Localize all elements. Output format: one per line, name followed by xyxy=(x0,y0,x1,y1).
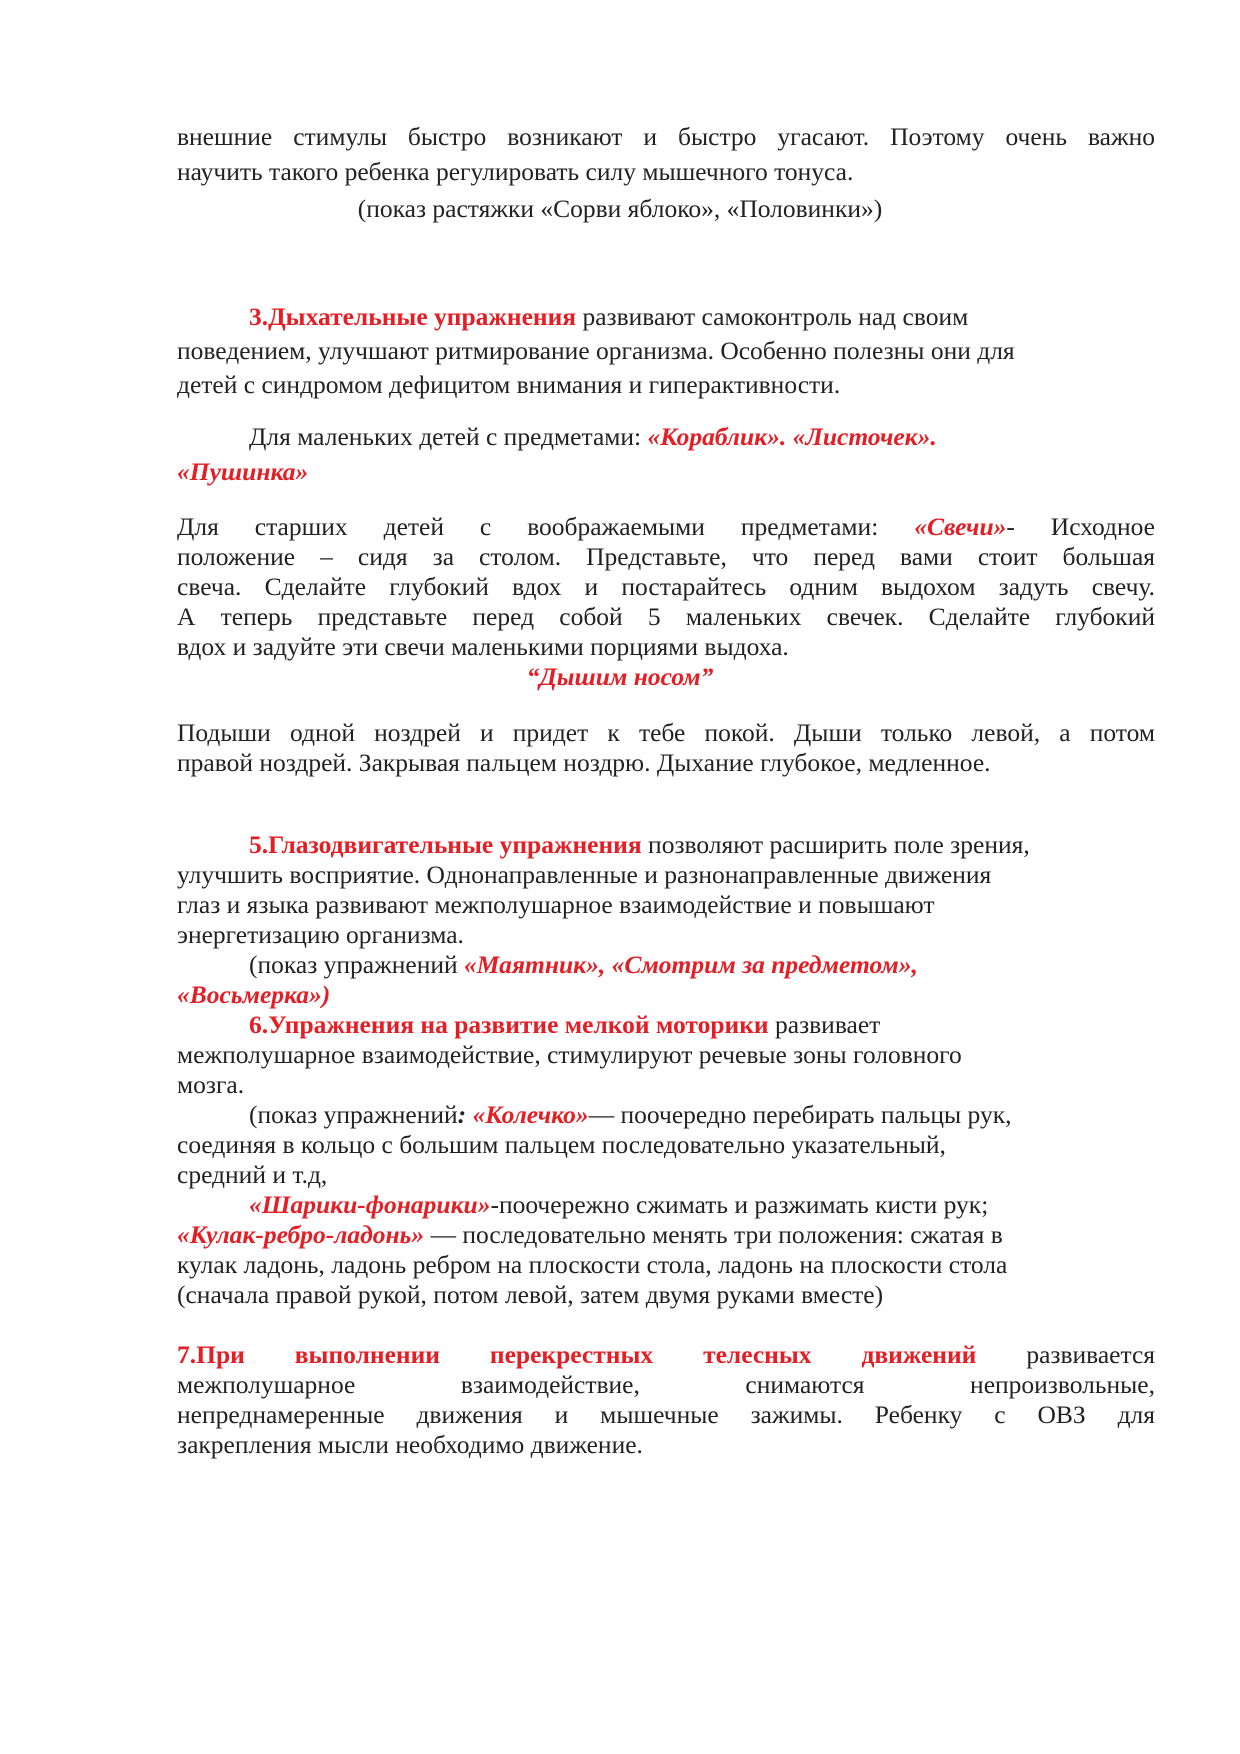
section-3-line-2: поведением, улучшают ритмирование организма. Особенно полезны они для xyxy=(177,336,1015,365)
older-children-line-1: Для старших детей с воображаемыми предметами: «Свечи»- Исходное xyxy=(177,512,1155,541)
section-3-heading: 3.Дыхательные упражнения xyxy=(249,302,577,331)
section-5-demo-items-2: «Восьмерка») xyxy=(177,980,331,1009)
older-children-item: «Свечи» xyxy=(914,512,1007,541)
ring-line-3: средний и т.д, xyxy=(177,1160,328,1189)
section-7-line-1: 7.При выполнении перекрестных телесных движений развивается xyxy=(177,1340,1155,1369)
small-children-items-2: «Пушинка» xyxy=(177,457,309,486)
balls-line: «Шарики-фонарики»-поочережно сжимать и разжимать кисти рук; xyxy=(249,1190,989,1219)
section-5-demo: (показ упражнений «Маятник», «Смотрим за предметом», xyxy=(249,950,918,979)
intro-line-1: внешние стимулы быстро возникают и быстро угасают. Поэтому очень важно xyxy=(177,122,1155,151)
intro-line-2: научить такого ребенка регулировать силу мышечного тонуса. xyxy=(177,157,854,186)
ring-line-2: соединяя в кольцо с большим пальцем последовательно указательный, xyxy=(177,1130,946,1159)
section-3-line-1: 3.Дыхательные упражнения развивают самоконтроль над своим xyxy=(249,302,969,331)
exercise-ring: «Колечко» xyxy=(472,1100,589,1129)
exercise-fist: «Кулак-ребро-ладонь» xyxy=(177,1220,425,1249)
fist-line-1: «Кулак-ребро-ладонь» — последовательно менять три положения: сжатая в xyxy=(177,1220,1003,1249)
nose-breathing-title: “Дышим носом” xyxy=(526,662,714,691)
section-7-line-4: закрепления мысли необходимо движение. xyxy=(177,1430,643,1459)
nose-breathing-line-1: Подыши одной ноздрей и придет к тебе покой. Дыши только левой, а потом xyxy=(177,718,1155,747)
older-children-line-3: свеча. Сделайте глубокий вдох и постарайтесь одним выдохом задуть свечу. xyxy=(177,572,1155,601)
section-7-line-2: межполушарное взаимодействие, снимаются непроизвольные, xyxy=(177,1370,1155,1399)
older-children-line-4: А теперь представьте перед собой 5 маленьких свечек. Сделайте глубокий xyxy=(177,602,1155,631)
nose-breathing-line-2: правой ноздрей. Закрывая пальцем ноздрю. Дыхание глубокое, медленное. xyxy=(177,748,991,777)
section-6-line-3: мозга. xyxy=(177,1070,245,1099)
fist-line-3: (сначала правой рукой, потом левой, затем двумя руками вместе) xyxy=(177,1280,884,1309)
section-6-heading: 6.Упражнения на развитие мелкой моторики xyxy=(249,1010,769,1039)
section-5-line-2: улучшить восприятие. Однонаправленные и разнонаправленные движения xyxy=(177,860,992,889)
section-5-line-1: 5.Глазодвигательные упражнения позволяют расширить поле зрения, xyxy=(249,830,1030,859)
small-children-items: «Кораблик». «Листочек». xyxy=(647,422,937,451)
intro-demo: (показ растяжки «Сорви яблоко», «Половинки») xyxy=(357,194,883,223)
section-7-line-3: непреднамеренные движения и мышечные зажимы. Ребенку с ОВЗ для xyxy=(177,1400,1155,1429)
section-6-demo: (показ упражнений: «Колечко»— поочередно перебирать пальцы рук, xyxy=(249,1100,1012,1129)
exercise-balls: «Шарики-фонарики» xyxy=(249,1190,491,1219)
section-3-line-3: детей с синдромом дефицитом внимания и гиперактивности. xyxy=(177,370,841,399)
section-5-heading: 5.Глазодвигательные упражнения xyxy=(249,830,642,859)
section-5-line-3: глаз и языка развивают межполушарное взаимодействие и повышают xyxy=(177,890,935,919)
section-6-line-1: 6.Упражнения на развитие мелкой моторики развивает xyxy=(249,1010,881,1039)
older-children-line-2: положение – сидя за столом. Представьте, что перед вами стоит большая xyxy=(177,542,1155,571)
section-5-demo-items: «Маятник», «Смотрим за предметом», xyxy=(464,950,918,979)
older-children-line-5: вдох и задуйте эти свечи маленькими порциями выдоха. xyxy=(177,632,789,661)
small-children-line: Для маленьких детей с предметами: «Кораблик». «Листочек». xyxy=(249,422,937,451)
fist-line-2: кулак ладонь, ладонь ребром на плоскости стола, ладонь на плоскости стола xyxy=(177,1250,1008,1279)
section-7-heading: 7.При выполнении перекрестных телесных движений xyxy=(177,1340,977,1369)
section-5-line-4: энергетизацию организма. xyxy=(177,920,464,949)
section-6-line-2: межполушарное взаимодействие, стимулируют речевые зоны головного xyxy=(177,1040,962,1069)
